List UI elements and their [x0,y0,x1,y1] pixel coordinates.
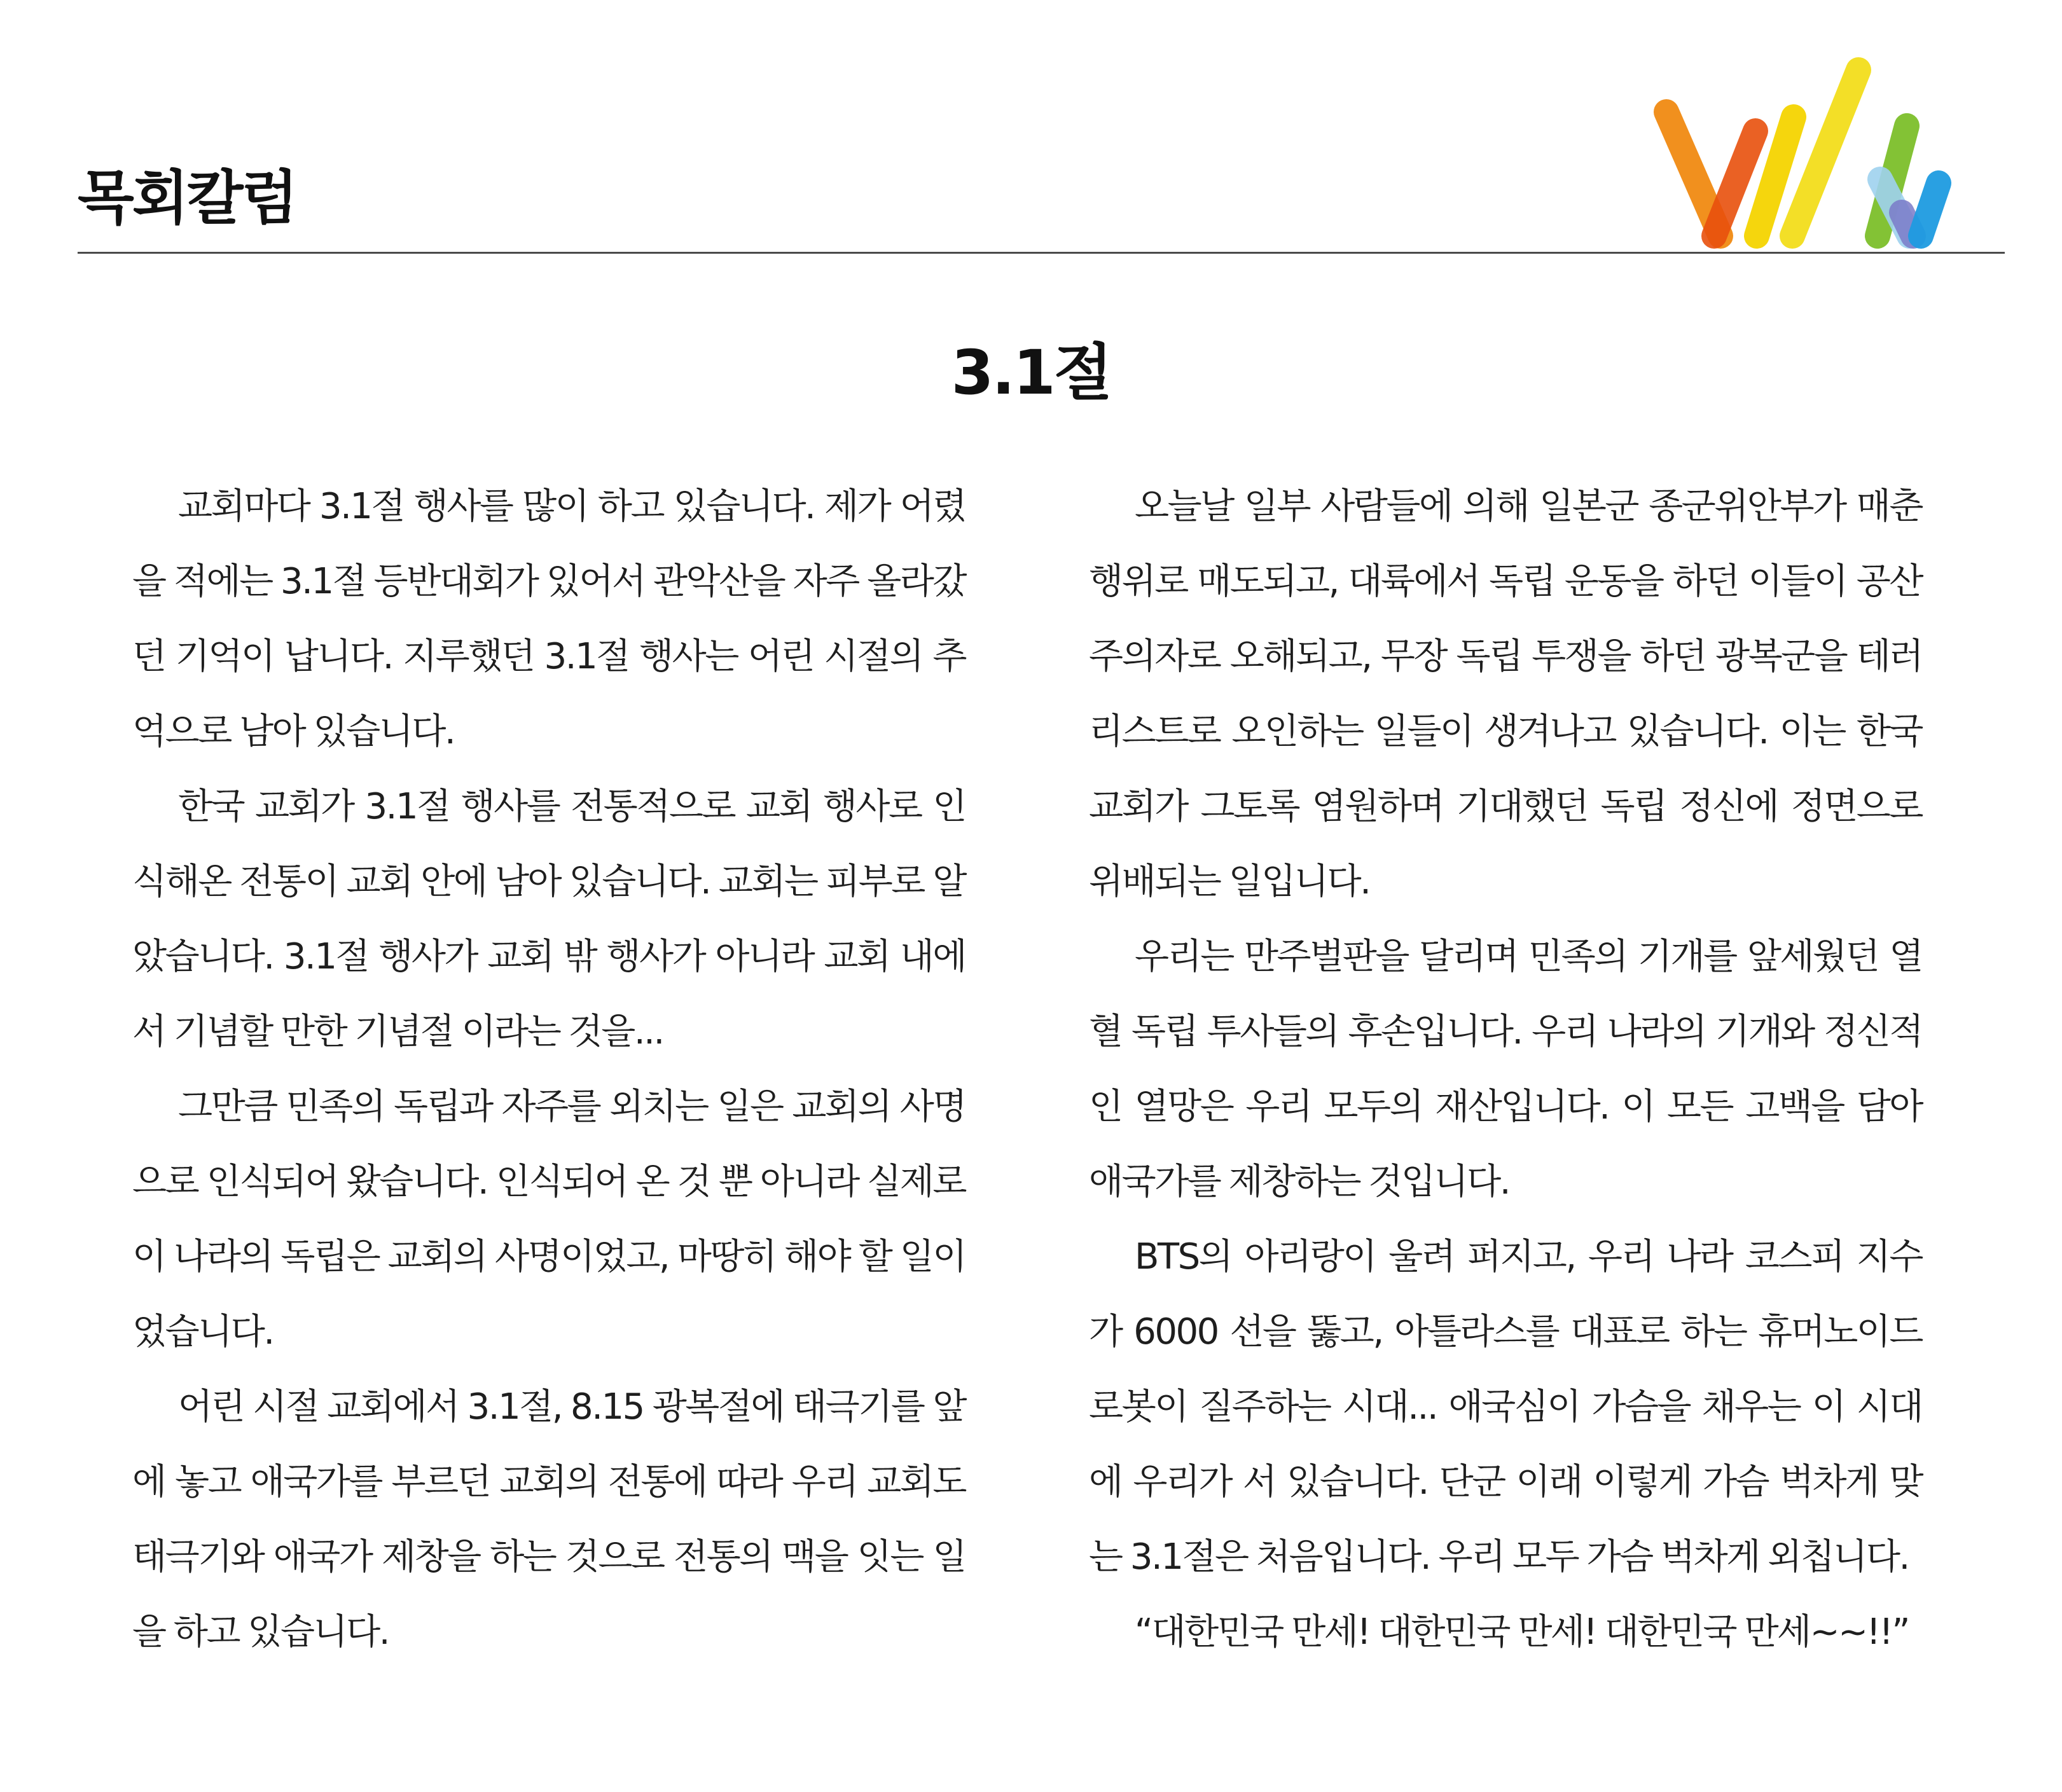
article-left-column [132,469,965,1670]
paragraph: “대한민국 만세! 대한민국 만세! 대한민국 만세~~!!” [1135,1611,1909,1653]
header-rule [78,252,2005,254]
logo-stroke-yellow-tall [1792,70,1858,236]
section-title: 목회칼럼 [78,164,296,232]
article-title: 3.1절 [951,337,1111,408]
paragraph: 어린 시절 교회에서 3.1절, 8.15 광복절에 태극기를 앞에 놓고 애국가를 부르던 교회의 전통에 따라 우리 교회도 태극기와 애국가 제창을 하는 것으로 전통의 맥을 잇는 일을 하고 있습니다. [132,1386,965,1653]
paragraph: 오늘날 일부 사람들에 의해 일본군 종군위안부가 매춘행위로 매도되고, 대륙에서 독립 운동을 하던 이들이 공산주의자로 오해되고, 무장 독립 투쟁을 하던 광복군을 테러리스트로 오인하는 일들이 생겨나고 있습니다. 이는 한국 교회가 그토록 염원하며 기대했던 독립 정신에 정면으로 위배되는 일입니다. [1089,486,1922,902]
logo-stroke-blue [1921,183,1939,236]
paragraph: BTS의 아리랑이 울려 퍼지고, 우리 나라 코스피 지수가 6000 선을 뚫고, 아틀라스를 대표로 하는 휴머노이드 로봇이 질주하는 시대... 애국심이 가슴을 채우는 이 시대에 우리가 서 있습니다. 단군 이래 이렇게 가슴 벅차게 맞는 3.1절은 처음입니다. 우리 모두 가슴 벅차게 외칩니다. [1089,1236,1922,1578]
article-right-column [1089,469,1922,1670]
church-logo-icon [1641,55,1959,258]
paragraph: 그만큼 민족의 독립과 자주를 외치는 일은 교회의 사명으로 인식되어 왔습니다. 인식되어 온 것 뿐 아니라 실제로 이 나라의 독립은 교회의 사명이었고, 마땅히 해야 할 일이었습니다. [132,1086,965,1353]
paragraph: 우리는 만주벌판을 달리며 민족의 기개를 앞세웠던 열혈 독립 투사들의 후손입니다. 우리 나라의 기개와 정신적인 열망은 우리 모두의 재산입니다. 이 모든 고백을 담아 애국가를 제창하는 것입니다. [1089,936,1922,1203]
paragraph: 한국 교회가 3.1절 행사를 전통적으로 교회 행사로 인식해온 전통이 교회 안에 남아 있습니다. 교회는 피부로 알았습니다. 3.1절 행사가 교회 밖 행사가 아니라 교회 내에서 기념할 만한 기념절 이라는 것을... [132,786,965,1052]
paragraph: 교회마다 3.1절 행사를 많이 하고 있습니다. 제가 어렸을 적에는 3.1절 등반대회가 있어서 관악산을 자주 올라갔던 기억이 납니다. 지루했던 3.1절 행사는 어린 시절의 추억으로 남아 있습니다. [132,486,965,752]
